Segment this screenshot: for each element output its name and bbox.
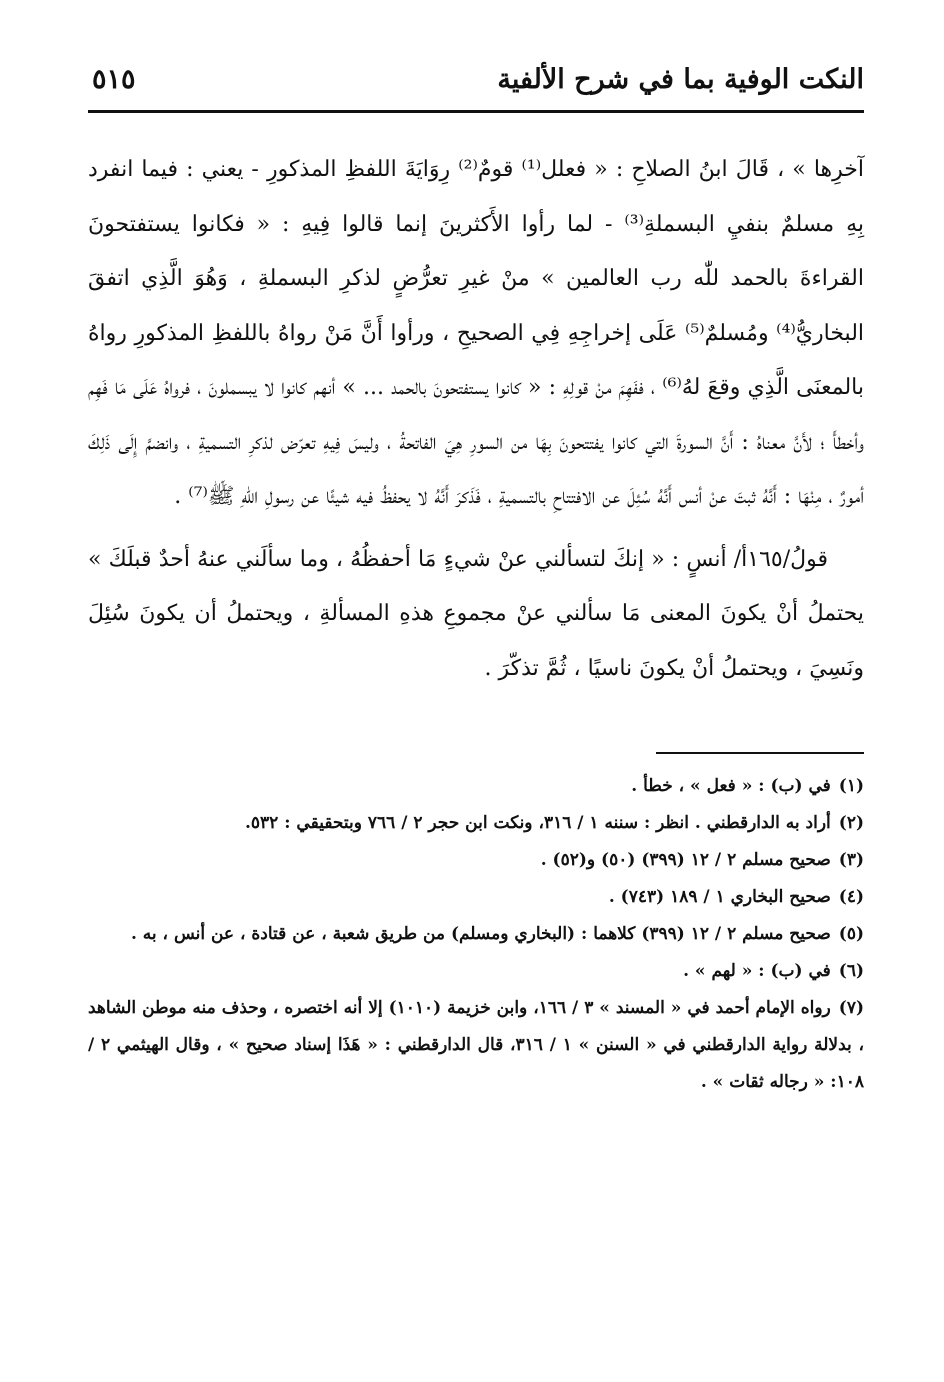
book-page xyxy=(88,52,864,1101)
footnote-marker: (١) xyxy=(838,776,864,796)
footnote-text: صحيح البخاري ١ / ١٨٩ (٧٤٣) . xyxy=(608,887,831,907)
footnote-text: في (ب) : « لهم » . xyxy=(683,961,831,981)
paragraph-1: آخرِها » ، قَالَ ابنُ الصلاحِ : « فعلل⁽¹⁾ قومٌ⁽²⁾ رِوَايَةَ اللفظِ المذكورِ - يعني : فيما انفرد بِهِ مسلمٌ بنفيِ البسملةِ⁽³⁾ - لما رأوا الأَكثرينَ إنما قالوا فِيهِ : « فكانوا يستفتحونَ القراءةَ بالحمد للّٰه رب العالمين » منْ غيرِ تعرُّضٍ لذكرِ البسملةِ ، وَهُوَ الَّذِي اتفقَ البخاريُّ⁽⁴⁾ ومُسلمٌ⁽⁵⁾ عَلَى إخراجِهِ فِي الصحيحِ ، ورأوا أَنَّ مَنْ رواهُ باللفظِ المذكورِ رواهُ بالمعنَى الَّذِي وقعَ لهُ⁽⁶⁾ ، ففَهِمَ منْ قولِهِ : « كانوا يستفتحونَ بالحمد ... » أنهم كانوا لا يبسملونَ ، فرواهُ عَلَى مَا فَهِم وأخطأَ ؛ لأَنَّ معناهُ : أَنَّ السورةَ التي كانوا يفتتحونَ بِهَا من السورِ هِيَ الفاتحةُ ، وليسَ فِيهِ تعرّض لذكرِ التسميةِ ، وانضمَّ إِلَى ذَلِكَ أمورٌ ، مِنْهَا : أَنَّهُ ثبتَ عنْ أنس أَنَّهُ سُئِلَ عن الافتتاحِ بالتسميةِ ، فَذَكرَ أَنَّهُ لا يحفظُ فيه شيئًا عن رسولِ اللّهِ ﷺ⁽⁷⁾ . xyxy=(88,157,865,509)
paragraph-2: قولُ/١٦٥أ/ أنسٍ : « إنكَ لتسألني عنْ شيءٍ مَا أحفظُهُ ، وما سألَني عنهُ أحدٌ قبلَكَ » يحتملُ أنْ يكونَ المعنى مَا سألني عنْ مجموعِ هذهِ المسألةِ ، ويحتملُ أن يكونَ سُئِلَ ونَسِيَ ، ويحتملُ أنْ يكونَ ناسيًا ، ثُمَّ تذكّرَ . xyxy=(88,546,864,681)
footnote-marker: (٦) xyxy=(838,961,864,981)
page-number: ٥١٥ xyxy=(92,64,136,95)
footnote-2 xyxy=(88,805,864,842)
footnotes xyxy=(88,768,864,1101)
footnote-marker: (٧) xyxy=(838,998,864,1018)
footnote-text: في (ب) : « فعل » ، خطأ . xyxy=(631,776,831,796)
footnote-5 xyxy=(88,916,864,953)
page-header xyxy=(88,52,864,110)
header-rule xyxy=(88,110,864,113)
footnote-6 xyxy=(88,953,864,990)
footnote-text: أراد به الدارقطني . انظر : سننه ١ / ٣١٦، ونكت ابن حجر ٢ / ٧٦٦ وبتحقيقي : ٥٣٢. xyxy=(244,813,831,833)
footnote-marker: (٢) xyxy=(838,813,864,833)
footnote-4 xyxy=(88,879,864,916)
footnote-text: صحيح مسلم ٢ / ١٢ (٣٩٩) (٥٠) و(٥٢) . xyxy=(540,850,831,870)
footnote-1 xyxy=(88,768,864,805)
footnote-marker: (٣) xyxy=(838,850,864,870)
footnote-text: رواه الإمام أحمد في « المسند » ٣ / ١٦٦، وابن خزيمة (١٠١٠) إلا أنه اختصره ، وحذف منه موطن الشاهد ، بدلالة رواية الدارقطني في « السنن » ١ / ٣١٦، قال الدارقطني : « هَذَا إسناد صحيح » ، وقال الهيثمي ٢ / ١٠٨: « رجاله ثقات » . xyxy=(88,998,864,1092)
footnote-marker: (٤) xyxy=(838,887,864,907)
footnote-text: صحيح مسلم ٢ / ١٢ (٣٩٩) كلاهما : (البخاري ومسلم) من طريق شعبة ، عن قتادة ، عن أنس ، به . xyxy=(130,924,831,944)
main-text xyxy=(88,143,864,696)
footnote-marker: (٥) xyxy=(838,924,864,944)
running-title: النكت الوفية بما في شرح الألفية xyxy=(497,64,864,95)
footnote-3 xyxy=(88,842,864,879)
footnote-separator xyxy=(656,752,864,754)
footnote-7 xyxy=(88,990,864,1101)
